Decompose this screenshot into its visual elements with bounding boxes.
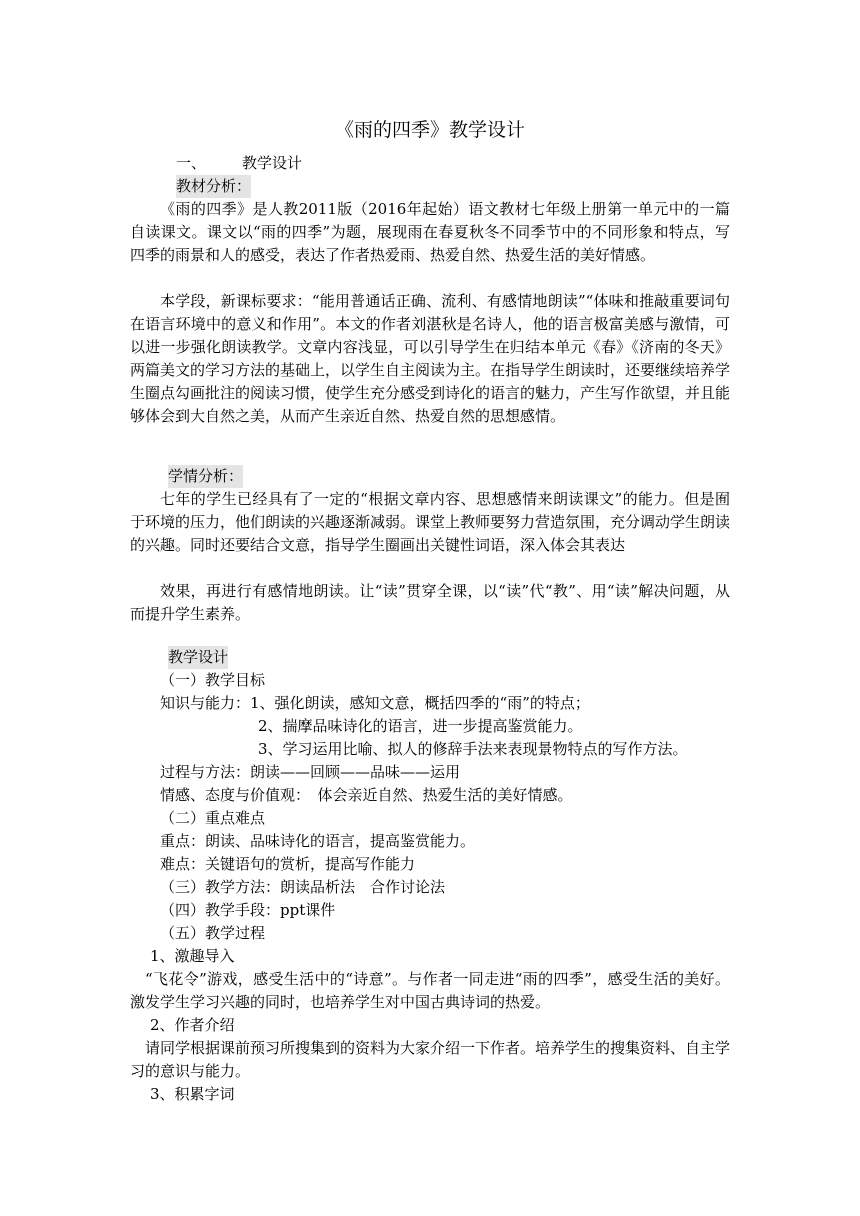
difficult-point: 难点：关键语句的赏析，提高写作能力 [160, 855, 416, 873]
key-point: 重点：朗读、品味诗化的语言，提高鉴赏能力。 [160, 832, 476, 850]
teaching-methods: （三）教学方法：朗读品析法 合作讨论法 [160, 878, 446, 896]
step-1-heading: 1、激趣导入 [150, 947, 235, 965]
teaching-means: （四）教学手段：ppt课件 [160, 901, 336, 919]
knowledge-item-1: 1、强化朗读，感知文意，概括四季的“雨”的特点； [250, 694, 590, 712]
knowledge-row [160, 692, 590, 715]
key-difficult-heading: （二）重点难点 [160, 809, 266, 827]
step-1-text: “飞花令”游戏，感受生活中的“诗意”。与作者一同走进“雨的四季”，感受生活的美好。激发学生学习兴趣的同时，也培养学生对中国古典诗词的热爱。 [130, 970, 730, 1011]
knowledge-label: 知识与能力： [160, 694, 251, 712]
step-2-text: 请同学根据课前预习所搜集到的资料为大家介绍一下作者。培养学生的搜集资料、自主学习的意识与能力。 [130, 1039, 731, 1080]
textbook-analysis-heading: 教材分析： [176, 175, 251, 198]
student-paragraph-1: 七年的学生已经具有了一定的“根据文章内容、思想感情来朗读课文”的能力。但是囿于环境的压力，他们朗读的兴趣逐渐减弱。课堂上教师要努力营造氛围，充分调动学生朗读的兴趣。同时还要结合文意，指导学生圈画出关键性词语，深入体会其表达 [130, 490, 731, 554]
step-3-heading: 3、积累字词 [150, 1085, 235, 1103]
section-label: 教学设计 [242, 154, 303, 172]
goals-heading: （一）教学目标 [160, 671, 266, 689]
document-title: 《雨的四季》教学设计 [334, 119, 525, 141]
process-method: 过程与方法：朗读——回顾——品味——运用 [160, 763, 461, 781]
section-heading [176, 152, 302, 175]
emotion-value: 情感、态度与价值观： 体会亲近自然、热爱生活的美好情感。 [160, 786, 573, 804]
teaching-design-heading: 教学设计 [168, 646, 228, 669]
student-paragraph-2: 效果，再进行有感情地朗读。让“读”贯穿全课，以“读”代“教”、用“读”解决问题，从而提升学生素养。 [130, 582, 730, 623]
student-analysis-heading: 学情分析： [168, 465, 243, 488]
teaching-process-heading: （五）教学过程 [160, 924, 266, 942]
knowledge-item-2: 2、揣摩品味诗化的语言，进一步提高鉴赏能力。 [258, 717, 583, 735]
textbook-paragraph-2: 本学段，新课标要求：“能用普通话正确、流利、有感情地朗读”“体味和推敲重要词句在语言环境中的意义和作用”。本文的作者刘湛秋是名诗人，他的语言极富美感与激情，可以进一步强化朗读教学。文章内容浅显，可以引导学生在归结本单元《春》《济南的冬天》两篇美文的学习方法的基础上，以学生自主阅读为主。在指导学生朗读时，还要继续培养学生圈点勾画批注的阅读习惯，使学生充分感受到诗化的语言的魅力，产生写作欲望，并且能够体会到大自然之美，从而产生亲近自然、热爱自然的思想感情。 [130, 292, 731, 425]
section-number: 一、 [176, 154, 207, 172]
textbook-paragraph-1: 《雨的四季》是人教2011版（2016年起始）语文教材七年级上册第一单元中的一篇自读课文。课文以“雨的四季”为题，展现雨在春夏秋冬不同季节中的不同形象和特点，写四季的雨景和人的感受，表达了作者热爱雨、热爱自然、热爱生活的美好情感。 [130, 200, 730, 264]
knowledge-item-3: 3、学习运用比喻、拟人的修辞手法来表现景物特点的写作方法。 [258, 740, 688, 758]
step-2-heading: 2、作者介绍 [150, 1016, 235, 1034]
